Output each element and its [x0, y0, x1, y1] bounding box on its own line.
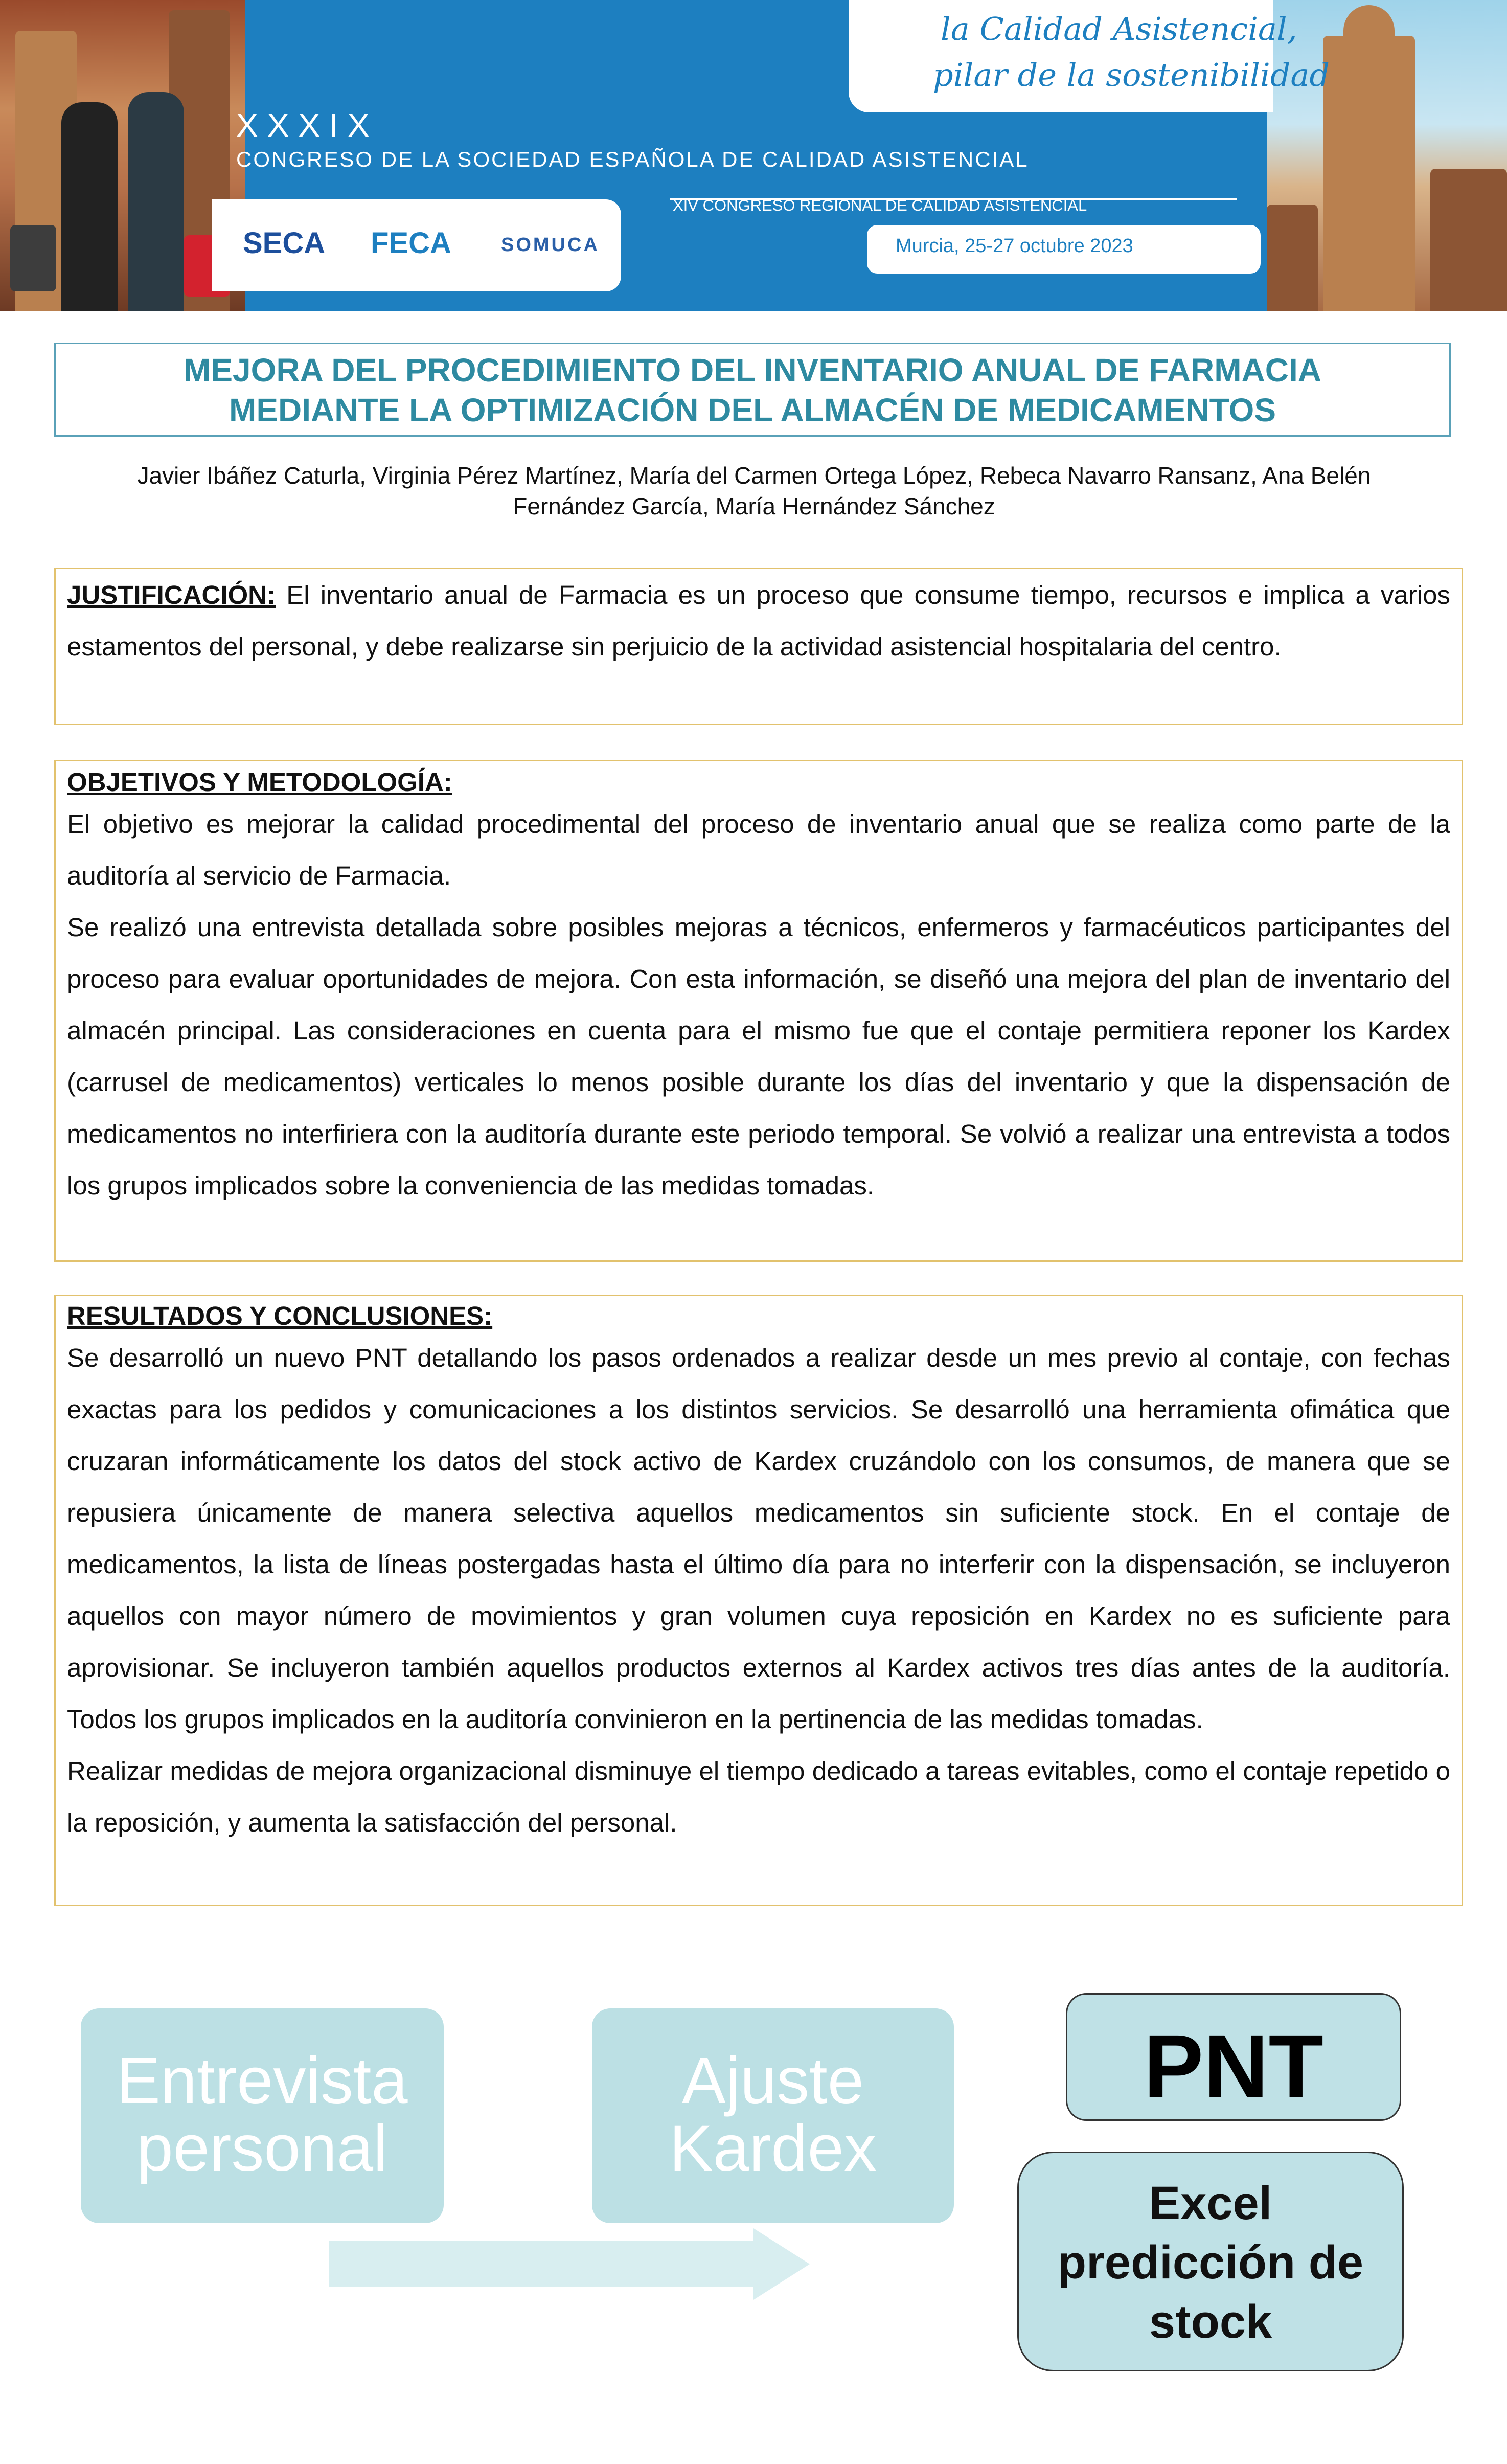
regional-congress-title: XIV CONGRESO REGIONAL DE CALIDAD ASISTENCIAL: [673, 196, 1087, 214]
resultados-paragraph-2: Realizar medidas de mejora organizacional disminuye el tiempo dedicado a tareas evitables, como el contaje repetido o la reposición, y aumenta la satisfacción del personal.: [67, 1756, 1450, 1837]
banner-illustration-right: [1267, 0, 1507, 311]
objetivos-heading-line: [67, 766, 1450, 798]
congress-title: CONGRESO DE LA SOCIEDAD ESPAÑOLA DE CALIDAD ASISTENCIAL: [236, 147, 1029, 171]
traveler-figure: [128, 92, 184, 311]
traveler-figure: [61, 102, 118, 311]
resultados-paragraph-1: Se desarrolló un nuevo PNT detallando los pasos ordenados a realizar desde un mes previo al contaje, con fechas exactas para los pedidos y comunicaciones a los distintos servicios. Se desarrolló una herramienta ofimática que cruzaran informáticamente los datos del stock activo de Kardex cruzándolo con los consumos, de manera que se repusiera únicamente de manera selectiva aquellos medicamentos sin suficiente stock. En el contaje de medicamentos, la lista de líneas postergadas hasta el último día para no interferir con la dispensación, se incluyeron aquellos con mayor número de movimientos y gran volumen cuya reposición en Kardex no es suficiente para aprovisionar. Se incluyeron también aquellos productos externos al Kardex activos tres días antes de la auditoría. Todos los grupos implicados en la auditoría convinieron en la pertinencia de las medidas tomadas.: [67, 1343, 1450, 1734]
process-arrow-icon: [329, 2228, 810, 2300]
authors: Javier Ibáñez Caturla, Virginia Pérez Martínez, María del Carmen Ortega López, Rebeca Navarro Ransanz, Ana Belén Fernández García, María Hernández Sánchez: [137, 462, 1371, 519]
objetivos-paragraph-1: El objetivo es mejorar la calidad procedimental del proceso de inventario anual que se realiza como parte de la auditoría al servicio de Farmacia.: [67, 809, 1450, 890]
section-resultados: [54, 1295, 1463, 1906]
objetivos-paragraph-2: Se realizó una entrevista detallada sobre posibles mejoras a técnicos, enfermeros y farmacéuticos participantes del proceso para evaluar oportunidades de mejora. Con esta información, se diseñó una mejora del plan de inventario del almacén principal. Las consideraciones en cuenta para el mismo fue que el contaje permitiera reponer los Kardex (carrusel de medicamentos) verticales lo menos posible durante los días del inventario y que la dispensación de medicamentos no interfiriera con la auditoría durante este periodo temporal. Se volvió a realizar una entrevista a todos los grupos implicados sobre la conveniencia de las medidas tomadas.: [67, 913, 1450, 1200]
seca-logo: SECA: [243, 227, 326, 260]
tagline-panel: [849, 0, 1330, 112]
excel-prediction-label: [1019, 2174, 1402, 2352]
date-location: Murcia, 25-27 octubre 2023: [896, 235, 1133, 257]
resultados-heading-line: [67, 1300, 1450, 1332]
step2-line2: Kardex: [669, 2112, 877, 2185]
resultados-heading: RESULTADOS Y CONCLUSIONES:: [67, 1301, 493, 1330]
cathedral-tower: [1323, 36, 1415, 311]
poster-title-box: [54, 343, 1451, 437]
excel-prediction-box: [1017, 2152, 1404, 2371]
sponsor-logos: [212, 199, 621, 291]
step-entrevista-personal: [81, 2008, 444, 2223]
feca-logo: FECA: [371, 227, 451, 260]
banner-illustration-left: [0, 0, 245, 311]
step1-line1: Entrevista: [117, 2044, 408, 2117]
section-justificacion: [54, 568, 1463, 725]
section-objetivos: [54, 760, 1463, 1262]
justificacion-text: El inventario anual de Farmacia es un proceso que consume tiempo, recursos e implica a varios estamentos del personal, y debe realizarse sin perjuicio de la actividad asistencial hospitalaria del centro.: [67, 580, 1450, 661]
justificacion-paragraph: [67, 569, 1450, 672]
step1-line2: personal: [136, 2112, 388, 2185]
excel-line2: predicción de: [1057, 2236, 1364, 2289]
congress-banner: [0, 0, 1507, 311]
tagline-line1: la Calidad Asistencial,: [941, 10, 1297, 48]
poster-title-line2: MEDIANTE LA OPTIMIZACIÓN DEL ALMACÉN DE MEDICAMENTOS: [229, 392, 1276, 428]
step2-line1: Ajuste: [682, 2044, 864, 2117]
pnt-box: [1066, 1993, 1401, 2121]
somuca-logo: SOMUCA: [501, 234, 600, 256]
pnt-label: PNT: [1144, 2017, 1323, 2117]
tagline-line2: pilar de la sostenibilidad: [933, 56, 1330, 94]
excel-line1: Excel: [1149, 2177, 1272, 2229]
congress-number: XXXIX: [236, 107, 379, 144]
justificacion-heading: JUSTIFICACIÓN:: [67, 580, 276, 609]
objetivos-heading: OBJETIVOS Y METODOLOGÍA:: [67, 767, 452, 797]
step-ajuste-kardex: [592, 2008, 954, 2223]
suitcase-icon: [10, 225, 56, 291]
poster-title-line1: MEJORA DEL PROCEDIMIENTO DEL INVENTARIO ANUAL DE FARMACIA: [184, 352, 1321, 389]
excel-line3: stock: [1149, 2296, 1272, 2348]
